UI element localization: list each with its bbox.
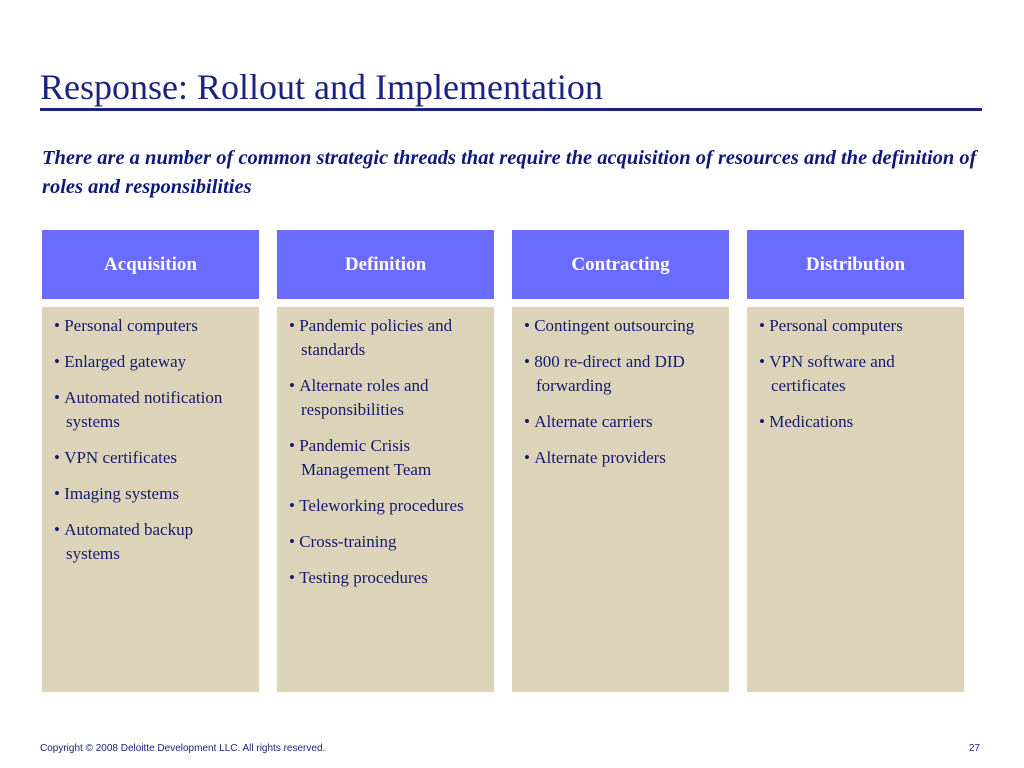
list-item: • Personal computers bbox=[759, 314, 954, 338]
slide-title: Response: Rollout and Implementation bbox=[40, 67, 603, 107]
column-header-definition: Definition bbox=[277, 230, 494, 299]
column-body-contracting bbox=[512, 307, 729, 692]
list-item: • Testing procedures bbox=[289, 566, 484, 590]
column-distribution bbox=[747, 230, 964, 692]
column-definition bbox=[277, 230, 494, 692]
list-item: • Medications bbox=[759, 410, 954, 434]
list-item: • Alternate carriers bbox=[524, 410, 719, 434]
slide-subtitle: There are a number of common strategic threads that require the acquisition of resources and the definition of roles and responsibilities bbox=[42, 147, 977, 198]
list-item: • Enlarged gateway bbox=[54, 350, 249, 374]
page-number: 27 bbox=[968, 743, 980, 754]
list-item: • VPN software and certificates bbox=[759, 350, 954, 398]
column-acquisition bbox=[42, 230, 259, 692]
list-item: • Automated notification systems bbox=[54, 386, 249, 434]
list-item: • Contingent outsourcing bbox=[524, 314, 719, 338]
list-item: • Pandemic policies and standards bbox=[289, 314, 484, 362]
column-header-acquisition: Acquisition bbox=[42, 230, 259, 299]
list-item: • Automated backup systems bbox=[54, 518, 249, 566]
column-header-distribution: Distribution bbox=[747, 230, 964, 299]
list-item: • Alternate roles and responsibilities bbox=[289, 374, 484, 422]
list-item: • VPN certificates bbox=[54, 446, 249, 470]
list-item: • Teleworking procedures bbox=[289, 494, 484, 518]
list-item: • Alternate providers bbox=[524, 446, 719, 470]
list-item: • Personal computers bbox=[54, 314, 249, 338]
column-body-definition bbox=[277, 307, 494, 692]
list-item: • Cross-training bbox=[289, 530, 484, 554]
column-header-contracting: Contracting bbox=[512, 230, 729, 299]
list-item: • 800 re-direct and DID forwarding bbox=[524, 350, 719, 398]
column-contracting bbox=[512, 230, 729, 692]
footer-copyright: Copyright © 2008 Deloitte Development LLC. All rights reserved. bbox=[40, 743, 326, 754]
list-item: • Pandemic Crisis Management Team bbox=[289, 434, 484, 482]
column-body-acquisition bbox=[42, 307, 259, 692]
title-underline bbox=[40, 108, 982, 111]
column-body-distribution bbox=[747, 307, 964, 692]
list-item: • Imaging systems bbox=[54, 482, 249, 506]
